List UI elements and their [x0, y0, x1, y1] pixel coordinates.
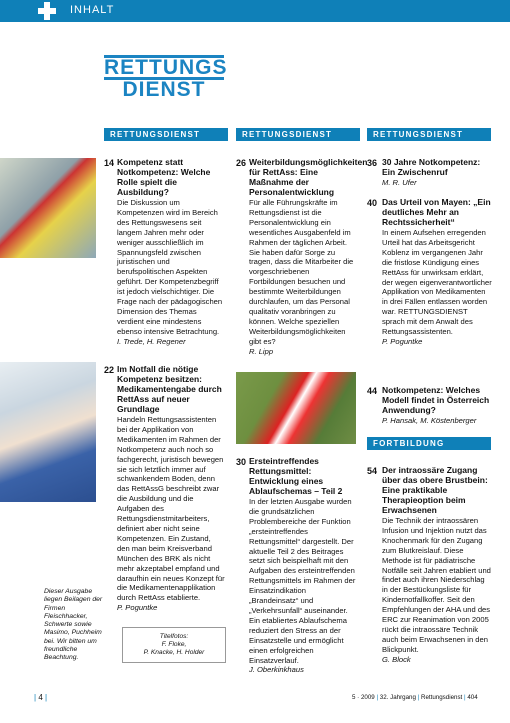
photo-credits [122, 627, 226, 663]
cross-icon [36, 0, 58, 22]
article-title: Der intraossäre Zugang über das obere Brustbein: Eine praktikable Therapieoption beim Erwachsenen [382, 465, 488, 515]
article-30 [249, 456, 357, 675]
header-bar [0, 0, 510, 22]
article-page-number: 22 [104, 365, 115, 375]
article-author: P. Poguntke [117, 603, 158, 613]
article-title: Ersteintreffendes Rettungsmittel: Entwicklung eines Ablaufschemas – Teil 2 [249, 456, 343, 496]
article-page-number: 44 [367, 386, 378, 396]
article-body: In der letzten Ausgabe wurden die grundsätzlichen Problembereiche der Funktion „ersteintreffendes Rettungsmittel“ dargestellt. Der aktuelle Teil 2 des Beitrages setzt sich beispielhaft mit den Aufgaben des ersteintreffenden Rettungsmittels im Rahmen der Einsatzindikation „Brandeinsatz“ und „Verkehrsunfall“ auseinander. Ein etabliertes Ablaufschema reduziert den Stress an der Einsatzstelle und ermöglicht einen erfolgreichen Einsatzverlauf. [249, 497, 356, 665]
article-title: Notkompetenz: Welches Modell findet in Österreich Anwendung? [382, 385, 490, 415]
section-label: INHALT [70, 4, 115, 16]
article-author: J. Oberkinkhaus [249, 665, 304, 675]
page-number: 4 [38, 693, 43, 702]
volume: 32. Jahrgang [379, 694, 416, 701]
section-head-fortbildung: FORTBILDUNG [367, 437, 491, 450]
article-author: M. R. Ufer [382, 178, 417, 187]
section-head-rettungsdienst-3: RETTUNGSDIENST [367, 128, 491, 141]
article-22 [117, 364, 225, 613]
credits-line: P. Knacke, H. Holder [143, 649, 205, 656]
logo-line1: RETTUNGS [104, 56, 228, 79]
article-author: P. Poguntke [382, 336, 423, 346]
article-title: Das Urteil von Mayen: „Ein deutliches Mehr an Rechtssicherheit“ [382, 197, 491, 227]
page-right: 404 [467, 694, 478, 701]
magazine-name: Rettungsdienst [421, 694, 463, 701]
article-page-number: 36 [367, 158, 378, 168]
section-head-rettungsdienst-2: RETTUNGSDIENST [236, 128, 360, 141]
article-author: I. Trede, H. Regener [117, 336, 186, 346]
article-author: G. Block [382, 654, 411, 664]
section-head-rettungsdienst-1: RETTUNGSDIENST [104, 128, 228, 141]
article-body: Handeln Rettungsassistenten bei der Applikation von Medikamenten im Rahmen der Notkompetenz auch noch so fachgerecht, juristisch bewegen sie sich letztlich immer auf schwankendem Boden, denn das RettAssG beschreibt zwar die Ausbildung und die Aufgaben des Rettungsdienstmitarbeiters, definiert aber nicht seine Kompetenzen. Ein Zustand, den man beim Kreisverband München des BRK als nicht mehr akzeptabel empfand und daraufhin ein neues Konzept für die Medikamentenapplikation durch RettAss etablierte. [117, 415, 225, 603]
article-14 [117, 157, 225, 347]
article-title: Im Notfall die nötige Kompetenz besitzen: Medikamentengabe durch RettAss auf neuer Grundlage [117, 364, 222, 414]
article-author: P. Hansak, M. Köstenberger [382, 416, 477, 425]
logo-line2: DIENST [122, 78, 206, 101]
article-page-number: 26 [236, 158, 247, 168]
article-36 [382, 157, 492, 188]
credits-line: F. Floke, [161, 641, 187, 648]
article-40 [382, 197, 492, 347]
article-title: Kompetenz statt Notkompetenz: Welche Rolle spielt die Ausbildung? [117, 157, 211, 197]
article-title: 30 Jahre Notkompetenz: Ein Zwischenruf [382, 157, 481, 177]
article-page-number: 40 [367, 198, 378, 208]
article-author: R. Lipp [249, 346, 274, 356]
article-title: Weiterbildungsmöglichkeiten für RettAss: Eine Maßnahme der Personalentwicklung [249, 157, 368, 197]
article-body: Die Diskussion um Kompetenzen wird im Bereich des Rettungswesens seit langem Jahren mehr oder weniger ausschließlich im Spannungsfeld zwischen juristischen und berufspolitischen Aspekten geführt. Der Kompetenzbegriff ist jedoch vielschichtiger. Die Frage nach der pädagogischen Dimension des Themas verdient eine mindestens ebenso intensive Betrachtung. [117, 198, 223, 336]
article-page-number: 14 [104, 158, 115, 168]
supplement-caption: Dieser Ausgabe liegen Beilagen der Firmen Fleischhacker, Schwerte sowie Masimo, Puchheim bei. Wir bitten um freundliche Beachtung. [44, 588, 103, 662]
photo-medication-iv [0, 362, 96, 502]
magazine-logo [104, 55, 228, 101]
footer-issue-line: 5 · 2009 | 32. Jahrgang | Rettungsdienst | 404 [352, 694, 478, 701]
article-body: Für alle Führungskräfte im Rettungsdienst ist die Personalentwicklung ein wesentliches Ausgabenfeld im Rahmen der täglichen Arbeit. Sie haben dafür Sorge zu tragen, dass die Mitarbeiter die vorgeschriebenen Fortbildungen besuchen und bestimmte Weiterbildungen durchlaufen, um das Personal qualitativ voranbringen zu können. Welche speziellen Weiterbildungsmöglichkeiten gibt es? [249, 198, 354, 346]
credits-title: Titelfotos: [159, 633, 189, 640]
article-44 [382, 385, 492, 426]
footer-page-number: | 4 | [34, 693, 48, 702]
article-page-number: 30 [236, 457, 247, 467]
issue: 5 · 2009 [352, 694, 375, 701]
article-page-number: 54 [367, 466, 378, 476]
article-body: In einem Aufsehen erregenden Urteil hat das Arbeitsgericht Koblenz im vergangenen Jahr die fristlose Kündigung eines RettAss für unwirksam erklärt, der wegen eigenverantwortlicher Applikation von Medikamenten in drei Fällen entlassen worden war. RETTUNGSDIENST sprach mit dem Anwalt des Rettungsassistenten. [382, 228, 492, 337]
article-body: Die Technik der intraossären Infusion und Injektion nutzt das Knochenmark für den Zugang zum Blutkreislauf. Diese Methode ist für pädiatrische Notfälle seit Jahren etabliert und findet auch ihren Niederschlag in der Bestückungsliste für Kindernotfallkoffer. Seit den Empfehlungen der AHA und des ERC zur Reanimation von 2005 rückt die intraossäre Technik auch beim Erwachsenen in den Blickpunkt. [382, 516, 491, 654]
photo-accident-scene [236, 372, 356, 444]
article-54 [382, 465, 492, 665]
photo-rescue-team [0, 158, 96, 258]
article-26 [249, 157, 368, 357]
